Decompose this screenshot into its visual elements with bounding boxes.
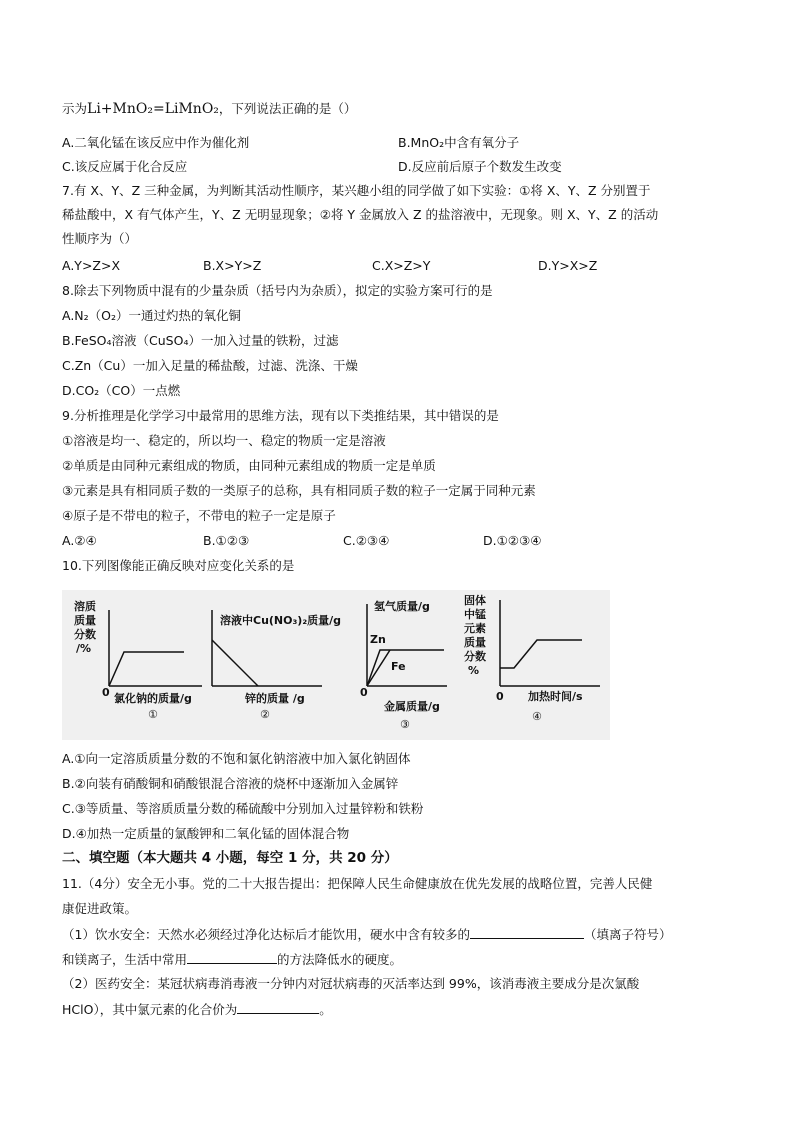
q8-option-d: D.CO₂（CO）一点燃 bbox=[62, 383, 181, 398]
q8-option-c: C.Zn（Cu）一加入足量的稀盐酸，过滤、洗涤、干燥 bbox=[62, 358, 358, 373]
graph1-curve bbox=[109, 652, 184, 686]
q11-part-1-line-1: （1）饮水安全：天然水必须经过净化达标后才能饮用，硬水中含有较多的 （填离子符号） bbox=[62, 927, 672, 942]
graph2-xlabel: 锌的质量 /g bbox=[245, 692, 305, 705]
graph4-ylabel-6: % bbox=[468, 664, 480, 677]
reaction-formula: Li+MnO₂=LiMnO₂ bbox=[87, 101, 219, 117]
q9-statement-1: ①溶液是均一、稳定的，所以均一、稳定的物质一定是溶液 bbox=[62, 433, 386, 448]
graph3-fe-label: Fe bbox=[391, 660, 406, 673]
q11-part-1-line-2: 和镁离子，生活中常用 的方法降低水的硬度。 bbox=[62, 952, 403, 967]
graph-2 bbox=[212, 610, 341, 721]
graph3-zn-label: Zn bbox=[370, 633, 386, 646]
graph4-ylabel-2: 中锰 bbox=[464, 608, 486, 621]
q7-line-1: 7.有 X、Y、Z 三种金属，为判断其活动性顺序，某兴趣小组的同学做了如下实验：①将 X、Y、Z 分别置于 bbox=[62, 183, 651, 198]
q11-part-2-line-2: HClO），其中氯元素的化合价为 。 bbox=[62, 1002, 332, 1017]
graph4-xlabel: 加热时间/s bbox=[528, 690, 583, 703]
q6-option-d: D.反应前后原子个数发生改变 bbox=[398, 159, 562, 174]
q10-graphs-svg bbox=[62, 590, 610, 740]
q7-option-a: A.Y>Z>X bbox=[62, 258, 121, 273]
graph4-ylabel-5: 分数 bbox=[464, 650, 486, 663]
q9-option-d: D.①②③④ bbox=[483, 533, 542, 548]
q7-option-c: C.X>Z>Y bbox=[372, 258, 431, 273]
q11-line-1: 11.（4分）安全无小事。党的二十大报告提出：把保障人民生命健康放在优先发展的战略位置，完善人民健 bbox=[62, 876, 653, 891]
q11-line-2: 康促进政策。 bbox=[62, 901, 138, 916]
q9-statement-3: ③元素是具有相同质子数的一类原子的总称，具有相同质子数的粒子一定属于同种元素 bbox=[62, 483, 536, 498]
q9-option-b: B.①②③ bbox=[203, 533, 250, 548]
graph3-xlabel: 金属质量/g bbox=[384, 700, 440, 713]
q7-option-b: B.X>Y>Z bbox=[203, 258, 262, 273]
q8-stem: 8.除去下列物质中混有的少量杂质（括号内为杂质），拟定的实验方案可行的是 bbox=[62, 283, 493, 298]
graph-3 bbox=[360, 599, 447, 731]
q7-option-d: D.Y>X>Z bbox=[538, 258, 598, 273]
q9-option-c: C.②③④ bbox=[343, 533, 390, 548]
q10-option-a: A.①向一定溶质质量分数的不饱和氯化钠溶液中加入氯化钠固体 bbox=[62, 751, 411, 766]
q11-part-2-line-1: （2）医药安全：某冠状病毒消毒液一分钟内对冠状病毒的灭活率达到 99%，该消毒液主要成分是次氯酸 bbox=[62, 976, 640, 991]
graph4-number: ④ bbox=[532, 710, 542, 723]
q10-graphs-figure bbox=[62, 590, 610, 740]
graph1-ylabel-3: 分数 bbox=[74, 628, 96, 641]
graph2-number: ② bbox=[260, 708, 270, 721]
graph3-ylabel: 氢气质量/g bbox=[374, 600, 430, 613]
section-2-heading: 二、填空题（本大题共 4 小题，每空 1 分，共 20 分） bbox=[62, 850, 398, 866]
graph3-number: ③ bbox=[400, 718, 410, 731]
graph4-origin: 0 bbox=[496, 690, 504, 703]
q9-stem: 9.分析推理是化学学习中最常用的思维方法，现有以下类推结果，其中错误的是 bbox=[62, 408, 499, 423]
graph1-ylabel-2: 质量 bbox=[74, 614, 96, 627]
q8-option-b: B.FeSO₄溶液（CuSO₄）一加入过量的铁粉，过滤 bbox=[62, 333, 339, 348]
q10-stem: 10.下列图像能正确反映对应变化关系的是 bbox=[62, 558, 295, 573]
graph1-ylabel-4: /% bbox=[76, 642, 92, 655]
graph1-ylabel-1: 溶质 bbox=[74, 600, 96, 613]
graph4-ylabel-1: 固体 bbox=[464, 594, 486, 607]
q9-statement-2: ②单质是由同种元素组成的物质，由同种元素组成的物质一定是单质 bbox=[62, 458, 436, 473]
q6-option-b: B.MnO₂中含有氧分子 bbox=[398, 135, 520, 150]
q6-option-c: C.该反应属于化合反应 bbox=[62, 159, 188, 174]
q6-option-a: A.二氧化锰在该反应中作为催化剂 bbox=[62, 135, 250, 150]
graph2-ylabel: 溶液中Cu(NO₃)₂质量/g bbox=[220, 614, 342, 627]
q10-option-c: C.③等质量、等溶质质量分数的稀硫酸中分别加入过量锌粉和铁粉 bbox=[62, 801, 424, 816]
answer-blank-2[interactable] bbox=[187, 951, 277, 964]
graph3-origin: 0 bbox=[360, 686, 368, 699]
q9-statement-4: ④原子是不带电的粒子，不带电的粒子一定是原子 bbox=[62, 508, 336, 523]
q9-option-a: A.②④ bbox=[62, 533, 97, 548]
graph4-ylabel-3: 元素 bbox=[464, 622, 486, 635]
graph-1 bbox=[74, 599, 202, 721]
graph4-curve bbox=[500, 640, 582, 668]
graph2-curve bbox=[212, 640, 258, 686]
graph1-number: ① bbox=[148, 708, 158, 721]
graph1-xlabel: 氯化钠的质量/g bbox=[114, 692, 192, 705]
graph4-ylabel-4: 质量 bbox=[464, 636, 486, 649]
graph1-origin: 0 bbox=[102, 686, 110, 699]
graph-4 bbox=[464, 593, 600, 723]
q10-option-b: B.②向装有硝酸铜和硝酸银混合溶液的烧杯中逐渐加入金属锌 bbox=[62, 776, 399, 791]
answer-blank-3[interactable] bbox=[237, 1001, 319, 1014]
answer-blank-1[interactable] bbox=[470, 926, 584, 939]
q6-intro: 示为Li+MnO₂=LiMnO₂，下列说法正确的是（） bbox=[62, 101, 357, 117]
q7-line-3: 性顺序为（） bbox=[62, 231, 138, 246]
q10-option-d: D.④加热一定质量的氯酸钾和二氧化锰的固体混合物 bbox=[62, 826, 350, 841]
q8-option-a: A.N₂（O₂）一通过灼热的氧化铜 bbox=[62, 308, 242, 323]
q7-line-2: 稀盐酸中，X 有气体产生，Y、Z 无明显现象；②将 Y 金属放入 Z 的盐溶液中，无现象。则 X、Y、Z 的活动 bbox=[62, 207, 659, 222]
